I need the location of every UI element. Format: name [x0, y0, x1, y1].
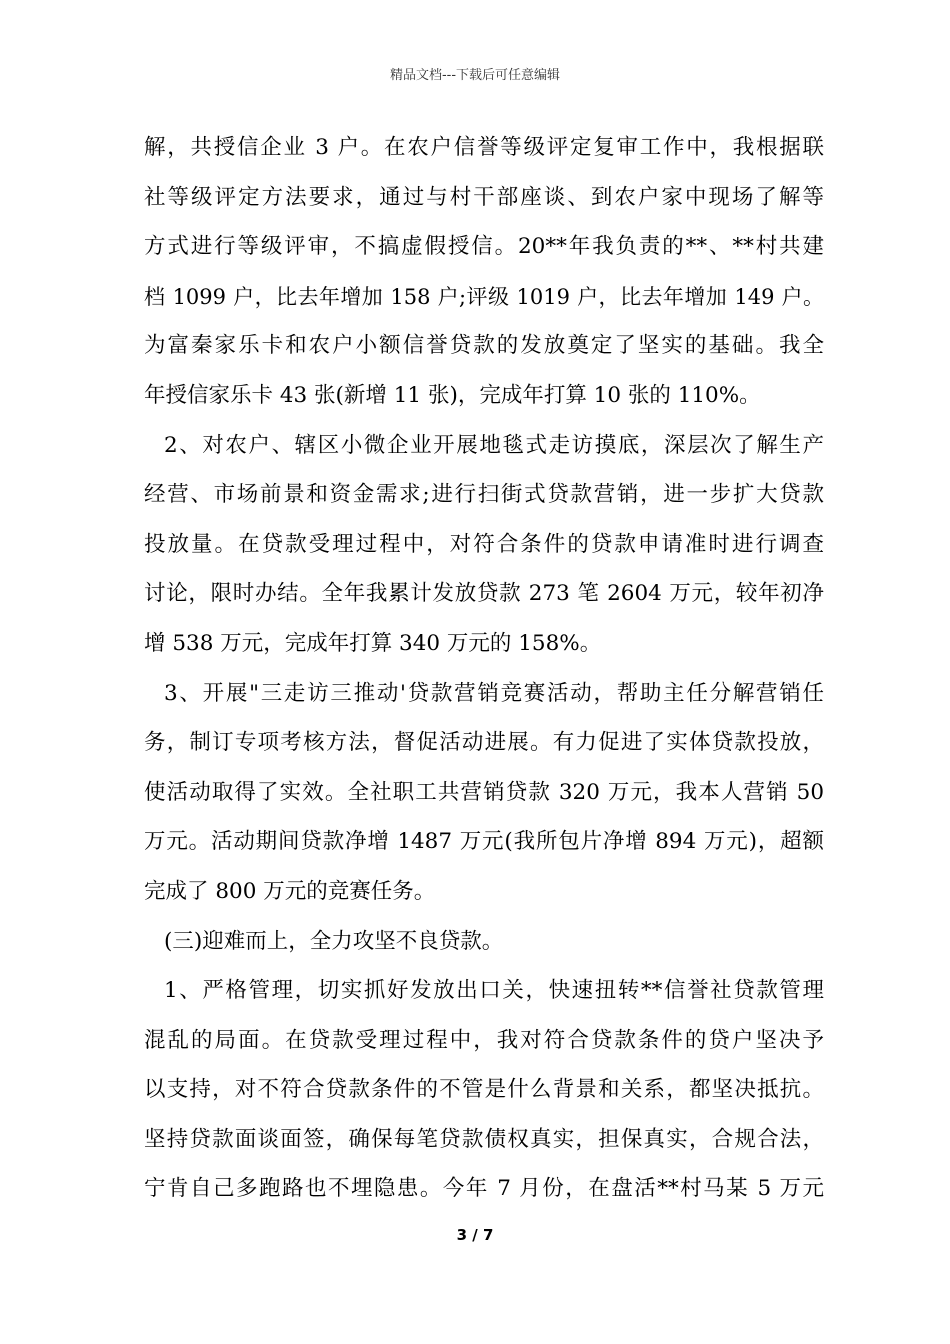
text-line: 方式进行等级评审，不搞虚假授信。20**年我负责的**、**村共建 — [144, 234, 824, 260]
text-line: 使活动取得了实效。全社职工共营销贷款 320 万元，我本人营销 50 — [144, 779, 824, 805]
text-line: 年授信家乐卡 43 张(新增 11 张)，完成年打算 10 张的 110%。 — [144, 382, 761, 408]
text-line: 档 1099 户，比去年增加 158 户;评级 1019 户，比去年增加 149 户。 — [144, 284, 824, 309]
text-line: 3、开展"三走访三推动'贷款营销竞赛活动，帮助主任分解营销任 — [164, 680, 824, 706]
text-line: 为富秦家乐卡和农户小额信誉贷款的发放奠定了坚实的基础。我全 — [144, 333, 824, 359]
text-line: 2、对农户、辖区小微企业开展地毯式走访摸底，深层次了解生产 — [164, 432, 824, 458]
document-body — [144, 128, 824, 1219]
text-line: 投放量。在贷款受理过程中，对符合条件的贷款申请准时进行调查 — [144, 531, 824, 557]
text-line: 完成了 800 万元的竞赛任务。 — [144, 878, 436, 904]
text-line: 务，制订专项考核方法，督促活动进展。有力促进了实体贷款投放， — [144, 730, 824, 756]
page-header: 精品文档---下载后可任意编辑 — [389, 68, 561, 83]
text-line: 1、严格管理，切实抓好发放出口关，快速扭转**信誉社贷款管理 — [164, 978, 824, 1004]
text-line: 坚持贷款面谈面签，确保每笔贷款债权真实，担保真实，合规合法， — [144, 1126, 824, 1152]
text-line: 宁肯自己多跑路也不埋隐患。今年 7 月份，在盘活**村马某 5 万元 — [144, 1176, 824, 1202]
section-heading: (三)迎难而上，全力攻坚不良贷款。 — [164, 928, 504, 954]
text-line: 增 538 万元，完成年打算 340 万元的 158%。 — [144, 630, 602, 656]
text-line: 以支持，对不符合贷款条件的不管是什么背景和关系，都坚决抵抗。 — [144, 1077, 824, 1103]
page-number: 3 / 7 — [456, 1226, 494, 1244]
text-line: 社等级评定方法要求，通过与村干部座谈、到农户家中现场了解等 — [144, 184, 824, 210]
text-line: 解，共授信企业 3 户。在农户信誉等级评定复审工作中，我根据联 — [144, 135, 824, 160]
text-line: 万元。活动期间贷款净增 1487 万元(我所包片净增 894 万元)，超额 — [144, 829, 824, 855]
text-line: 混乱的局面。在贷款受理过程中，我对符合贷款条件的贷户坚决予 — [144, 1027, 824, 1053]
text-line: 讨论，限时办结。全年我累计发放贷款 273 笔 2604 万元，较年初净 — [144, 581, 824, 607]
text-line: 经营、市场前景和资金需求;进行扫街式贷款营销，进一步扩大贷款 — [144, 482, 824, 508]
